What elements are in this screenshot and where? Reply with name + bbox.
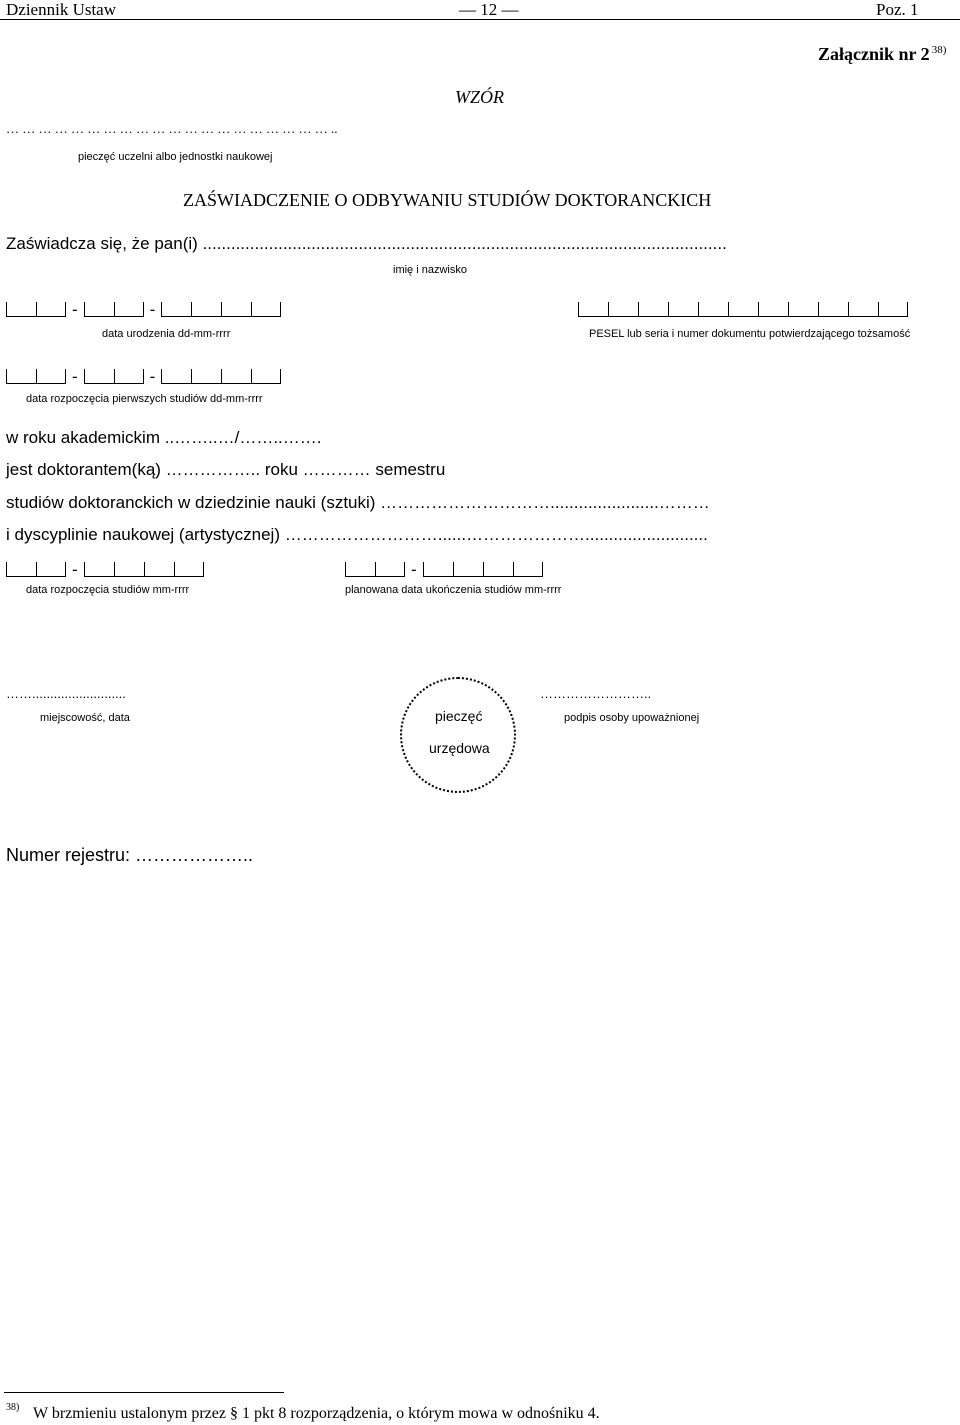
date-separator: - [72, 367, 78, 386]
study-start-label: data rozpoczęcia studiów mm-rrrr [26, 584, 190, 596]
date-cell[interactable] [453, 562, 483, 577]
date-cell[interactable] [144, 562, 174, 577]
place-date-label: miejscowość, data [40, 712, 130, 724]
date-cell[interactable] [161, 369, 191, 384]
date-cell[interactable] [6, 562, 36, 577]
date-cell[interactable] [161, 302, 191, 317]
pesel-cell[interactable] [788, 302, 818, 317]
template-label: WZÓR [455, 87, 504, 107]
date-cell[interactable] [483, 562, 513, 577]
first-studies-label: data rozpoczęcia pierwszych studiów dd-mm-rrrr [26, 393, 263, 405]
footnote-text: W brzmieniu ustalonym przez § 1 pkt 8 rozporządzenia, o którym mowa w odnośniku 4. [33, 1405, 600, 1422]
academic-year-line: w roku akademickim ..……..…/……..……. [6, 428, 322, 447]
date-cell[interactable] [375, 562, 405, 577]
date-separator: - [149, 367, 156, 386]
pesel-label: PESEL lub seria i numer dokumentu potwierdzającego tożsamość [589, 328, 911, 340]
doctoral-line: jest doktorantem(ką) …………….. roku ………… semestru [6, 460, 446, 479]
position-number: Poz. 1 [876, 0, 919, 19]
study-start-boxes[interactable] [6, 561, 204, 577]
date-separator: - [72, 560, 78, 579]
date-cell[interactable] [221, 369, 251, 384]
birth-date-boxes[interactable] [6, 301, 281, 317]
date-cell[interactable] [513, 562, 543, 577]
pesel-cell[interactable] [578, 302, 608, 317]
date-cell[interactable] [84, 562, 114, 577]
field-line: studiów doktoranckich w dziedzinie nauki (sztuki) ………………………….......................……… [6, 493, 710, 512]
place-date-dots: …….......................... [6, 686, 126, 701]
date-cell[interactable] [114, 302, 144, 317]
pesel-cell[interactable] [638, 302, 668, 317]
pesel-cell[interactable] [608, 302, 638, 317]
stamp-line-2: urzędowa [429, 740, 490, 756]
page-number: — 12 — [459, 0, 519, 19]
date-cell[interactable] [6, 369, 36, 384]
pesel-cell[interactable] [728, 302, 758, 317]
publication-name: Dziennik Ustaw [6, 0, 117, 19]
date-cell[interactable] [251, 302, 281, 317]
signature-label: podpis osoby upoważnionej [564, 712, 700, 724]
discipline-line: i dyscyplinie naukowej (artystycznej) ………………………......………………….......................... [6, 525, 708, 544]
footnote-rule [4, 1392, 284, 1393]
date-cell[interactable] [84, 369, 114, 384]
footnote-marker: 38) [6, 1402, 20, 1413]
header-rule [0, 19, 960, 20]
pesel-cell[interactable] [818, 302, 848, 317]
date-cell[interactable] [174, 562, 204, 577]
date-cell[interactable] [36, 369, 66, 384]
date-cell[interactable] [191, 369, 221, 384]
birth-date-label: data urodzenia dd-mm-rrrr [102, 328, 231, 340]
date-cell[interactable] [423, 562, 453, 577]
annex-footnote-ref: 38) [931, 44, 947, 56]
stamp-line-1: pieczęć [435, 708, 483, 724]
pesel-cell[interactable] [758, 302, 788, 317]
name-label: imię i nazwisko [393, 264, 467, 276]
pesel-cell[interactable] [668, 302, 698, 317]
date-cell[interactable] [114, 562, 144, 577]
study-end-boxes[interactable] [345, 561, 543, 577]
date-cell[interactable] [36, 302, 66, 317]
official-stamp [400, 677, 516, 793]
first-studies-date-boxes[interactable] [6, 368, 281, 384]
seal-dots: … … … … … … … … … … … … … … … … … … … … .. [6, 121, 338, 136]
document-title: ZAŚWIADCZENIE O ODBYWANIU STUDIÓW DOKTORANCKICH [183, 190, 712, 210]
date-cell[interactable] [36, 562, 66, 577]
annex-title-text: Załącznik nr 2 [818, 44, 930, 64]
certify-text: Zaświadcza się, że pan(i) ............................................................................................................... [6, 234, 727, 253]
study-end-label: planowana data ukończenia studiów mm-rrrr [345, 584, 562, 596]
date-cell[interactable] [221, 302, 251, 317]
date-cell[interactable] [345, 562, 375, 577]
pesel-cell[interactable] [878, 302, 908, 317]
date-cell[interactable] [84, 302, 114, 317]
seal-label: pieczęć uczelni albo jednostki naukowej [78, 151, 273, 163]
date-cell[interactable] [114, 369, 144, 384]
pesel-cell[interactable] [698, 302, 728, 317]
annex-title [818, 44, 946, 65]
date-cell[interactable] [251, 369, 281, 384]
signature-dots: …………………….. [540, 686, 652, 701]
date-cell[interactable] [191, 302, 221, 317]
register-number: Numer rejestru: ……………….. [6, 845, 254, 865]
pesel-cell[interactable] [848, 302, 878, 317]
date-separator: - [411, 560, 417, 579]
date-cell[interactable] [6, 302, 36, 317]
pesel-boxes[interactable] [578, 301, 908, 317]
date-separator: - [72, 300, 78, 319]
date-separator: - [149, 300, 156, 319]
